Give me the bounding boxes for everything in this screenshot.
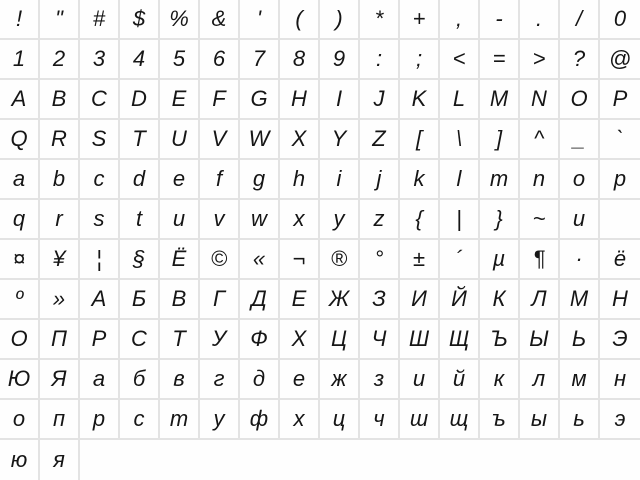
glyph-cell[interactable]: \ xyxy=(440,120,480,160)
glyph-cell[interactable]: 1 xyxy=(0,40,40,80)
glyph-cell[interactable]: % xyxy=(160,0,200,40)
glyph-cell[interactable]: в xyxy=(160,360,200,400)
glyph-cell[interactable]: B xyxy=(40,80,80,120)
glyph-cell[interactable]: u xyxy=(160,200,200,240)
glyph-cell[interactable]: с xyxy=(120,400,160,440)
glyph-cell[interactable]: ц xyxy=(320,400,360,440)
glyph-cell[interactable]: F xyxy=(200,80,240,120)
glyph-cell[interactable]: М xyxy=(560,280,600,320)
glyph-cell[interactable]: ^ xyxy=(520,120,560,160)
glyph-cell[interactable]: 7 xyxy=(240,40,280,80)
glyph-cell[interactable]: В xyxy=(160,280,200,320)
glyph-cell[interactable]: й xyxy=(440,360,480,400)
glyph-cell[interactable]: о xyxy=(0,400,40,440)
glyph-cell[interactable]: т xyxy=(160,400,200,440)
glyph-cell[interactable]: ъ xyxy=(480,400,520,440)
glyph-cell[interactable]: L xyxy=(440,80,480,120)
glyph-cell[interactable]: z xyxy=(360,200,400,240)
glyph-cell[interactable]: Ц xyxy=(320,320,360,360)
glyph-cell[interactable]: к xyxy=(480,360,520,400)
glyph-cell[interactable]: " xyxy=(40,0,80,40)
glyph-cell[interactable]: Q xyxy=(0,120,40,160)
glyph-cell[interactable]: у xyxy=(200,400,240,440)
glyph-cell[interactable]: Ъ xyxy=(480,320,520,360)
glyph-cell[interactable]: P xyxy=(600,80,640,120)
glyph-cell[interactable]: л xyxy=(520,360,560,400)
empty-grid-area xyxy=(80,440,640,480)
glyph-cell[interactable]: g xyxy=(240,160,280,200)
glyph-cell[interactable]: < xyxy=(440,40,480,80)
glyph-cell[interactable]: x xyxy=(280,200,320,240)
glyph-cell[interactable]: Ы xyxy=(520,320,560,360)
empty-glyph-cell xyxy=(600,200,640,240)
glyph-cell[interactable]: Е xyxy=(280,280,320,320)
glyph-cell[interactable]: ® xyxy=(320,240,360,280)
glyph-cell[interactable]: Z xyxy=(360,120,400,160)
glyph-cell[interactable]: 8 xyxy=(280,40,320,80)
glyph-cell[interactable]: N xyxy=(520,80,560,120)
glyph-cell[interactable]: § xyxy=(120,240,160,280)
glyph-cell[interactable]: З xyxy=(360,280,400,320)
glyph-cell[interactable]: R xyxy=(40,120,80,160)
glyph-cell[interactable]: W xyxy=(240,120,280,160)
glyph-cell[interactable]: ф xyxy=(240,400,280,440)
glyph-cell[interactable]: « xyxy=(240,240,280,280)
glyph-cell[interactable]: f xyxy=(200,160,240,200)
glyph-cell[interactable]: д xyxy=(240,360,280,400)
glyph-cell[interactable]: Р xyxy=(80,320,120,360)
glyph-cell[interactable]: s xyxy=(80,200,120,240)
glyph-cell[interactable]: O xyxy=(560,80,600,120)
glyph-cell[interactable]: х xyxy=(280,400,320,440)
glyph-cell[interactable]: Г xyxy=(200,280,240,320)
glyph-cell[interactable]: A xyxy=(0,80,40,120)
glyph-cell[interactable]: П xyxy=(40,320,80,360)
glyph-cell[interactable]: ¥ xyxy=(40,240,80,280)
glyph-cell[interactable]: ¤ xyxy=(0,240,40,280)
glyph-cell[interactable]: Ш xyxy=(400,320,440,360)
glyph-cell[interactable]: К xyxy=(480,280,520,320)
glyph-cell[interactable]: ] xyxy=(480,120,520,160)
glyph-cell[interactable]: Н xyxy=(600,280,640,320)
glyph-cell[interactable]: 9 xyxy=(320,40,360,80)
glyph-cell[interactable]: Б xyxy=(120,280,160,320)
glyph-cell[interactable]: з xyxy=(360,360,400,400)
glyph-cell[interactable]: Э xyxy=(600,320,640,360)
glyph-cell[interactable]: я xyxy=(40,440,80,480)
glyph-cell[interactable]: n xyxy=(520,160,560,200)
glyph-cell[interactable]: M xyxy=(480,80,520,120)
glyph-cell[interactable]: l xyxy=(440,160,480,200)
glyph-cell[interactable]: { xyxy=(400,200,440,240)
glyph-cell[interactable]: , xyxy=(440,0,480,40)
glyph-cell[interactable]: | xyxy=(440,200,480,240)
glyph-cell[interactable]: V xyxy=(200,120,240,160)
glyph-cell[interactable]: м xyxy=(560,360,600,400)
glyph-cell[interactable]: H xyxy=(280,80,320,120)
glyph-cell[interactable]: б xyxy=(120,360,160,400)
glyph-cell[interactable]: Ч xyxy=(360,320,400,360)
glyph-cell[interactable]: Y xyxy=(320,120,360,160)
glyph-cell[interactable]: ¬ xyxy=(280,240,320,280)
glyph-cell[interactable]: / xyxy=(560,0,600,40)
glyph-cell[interactable]: $ xyxy=(120,0,160,40)
glyph-cell[interactable]: i xyxy=(320,160,360,200)
glyph-cell[interactable]: º xyxy=(0,280,40,320)
glyph-cell[interactable]: - xyxy=(480,0,520,40)
glyph-cell[interactable]: e xyxy=(160,160,200,200)
glyph-cell[interactable]: h xyxy=(280,160,320,200)
glyph-cell[interactable]: Щ xyxy=(440,320,480,360)
glyph-cell[interactable]: d xyxy=(120,160,160,200)
glyph-cell[interactable]: U xyxy=(160,120,200,160)
glyph-cell[interactable]: ш xyxy=(400,400,440,440)
glyph-cell[interactable]: o xyxy=(560,160,600,200)
glyph-cell[interactable]: D xyxy=(120,80,160,120)
glyph-cell[interactable]: Ю xyxy=(0,360,40,400)
glyph-cell[interactable]: S xyxy=(80,120,120,160)
glyph-cell[interactable]: ` xyxy=(600,120,640,160)
glyph-cell[interactable]: @ xyxy=(600,40,640,80)
glyph-cell[interactable]: p xyxy=(600,160,640,200)
glyph-cell[interactable]: е xyxy=(280,360,320,400)
glyph-cell[interactable]: 0 xyxy=(600,0,640,40)
glyph-cell[interactable]: ° xyxy=(360,240,400,280)
glyph-cell[interactable]: И xyxy=(400,280,440,320)
glyph-cell[interactable]: X xyxy=(280,120,320,160)
glyph-cell[interactable]: ы xyxy=(520,400,560,440)
glyph-cell[interactable]: r xyxy=(40,200,80,240)
glyph-cell[interactable]: v xyxy=(200,200,240,240)
glyph-cell[interactable]: K xyxy=(400,80,440,120)
glyph-cell[interactable]: ( xyxy=(280,0,320,40)
glyph-cell[interactable]: ¶ xyxy=(520,240,560,280)
glyph-cell[interactable]: » xyxy=(40,280,80,320)
glyph-cell[interactable]: У xyxy=(200,320,240,360)
glyph-cell[interactable]: г xyxy=(200,360,240,400)
glyph-cell[interactable]: Й xyxy=(440,280,480,320)
glyph-cell[interactable]: а xyxy=(80,360,120,400)
glyph-cell[interactable]: C xyxy=(80,80,120,120)
glyph-cell[interactable]: ё xyxy=(600,240,640,280)
glyph-cell[interactable]: w xyxy=(240,200,280,240)
glyph-cell[interactable]: Х xyxy=(280,320,320,360)
glyph-cell[interactable]: Т xyxy=(160,320,200,360)
glyph-cell[interactable]: = xyxy=(480,40,520,80)
glyph-cell[interactable]: р xyxy=(80,400,120,440)
glyph-cell[interactable]: > xyxy=(520,40,560,80)
glyph-cell[interactable]: ! xyxy=(0,0,40,40)
glyph-cell[interactable]: 3 xyxy=(80,40,120,80)
glyph-cell[interactable]: ± xyxy=(400,240,440,280)
glyph-cell[interactable]: # xyxy=(80,0,120,40)
glyph-cell[interactable]: 5 xyxy=(160,40,200,80)
glyph-cell[interactable]: 4 xyxy=(120,40,160,80)
glyph-cell[interactable]: © xyxy=(200,240,240,280)
glyph-cell[interactable]: и xyxy=(400,360,440,400)
glyph-cell[interactable]: · xyxy=(560,240,600,280)
glyph-cell[interactable]: T xyxy=(120,120,160,160)
glyph-cell[interactable]: Я xyxy=(40,360,80,400)
glyph-cell[interactable]: ж xyxy=(320,360,360,400)
glyph-cell[interactable]: [ xyxy=(400,120,440,160)
glyph-cell[interactable]: k xyxy=(400,160,440,200)
glyph-cell[interactable]: 2 xyxy=(40,40,80,80)
glyph-cell[interactable]: J xyxy=(360,80,400,120)
glyph-cell[interactable]: t xyxy=(120,200,160,240)
glyph-cell[interactable]: ч xyxy=(360,400,400,440)
glyph-cell[interactable]: b xyxy=(40,160,80,200)
glyph-cell[interactable]: ¦ xyxy=(80,240,120,280)
glyph-cell[interactable]: п xyxy=(40,400,80,440)
glyph-cell[interactable]: э xyxy=(600,400,640,440)
glyph-cell[interactable]: a xyxy=(0,160,40,200)
glyph-cell[interactable]: ' xyxy=(240,0,280,40)
glyph-cell[interactable]: y xyxy=(320,200,360,240)
glyph-cell[interactable]: + xyxy=(400,0,440,40)
glyph-cell[interactable]: А xyxy=(80,280,120,320)
glyph-cell[interactable]: ю xyxy=(0,440,40,480)
glyph-cell[interactable]: щ xyxy=(440,400,480,440)
glyph-cell[interactable]: ? xyxy=(560,40,600,80)
glyph-cell[interactable]: Ж xyxy=(320,280,360,320)
glyph-cell[interactable]: Д xyxy=(240,280,280,320)
glyph-cell[interactable]: ; xyxy=(400,40,440,80)
glyph-cell[interactable]: j xyxy=(360,160,400,200)
glyph-cell[interactable]: и xyxy=(560,200,600,240)
glyph-cell[interactable]: & xyxy=(200,0,240,40)
glyph-cell[interactable]: С xyxy=(120,320,160,360)
glyph-cell[interactable]: : xyxy=(360,40,400,80)
glyph-cell[interactable]: ~ xyxy=(520,200,560,240)
glyph-cell[interactable]: Л xyxy=(520,280,560,320)
glyph-cell[interactable]: Ь xyxy=(560,320,600,360)
glyph-cell[interactable]: 6 xyxy=(200,40,240,80)
glyph-cell[interactable]: G xyxy=(240,80,280,120)
glyph-cell[interactable]: Ф xyxy=(240,320,280,360)
glyph-cell[interactable]: н xyxy=(600,360,640,400)
glyph-cell[interactable]: Ё xyxy=(160,240,200,280)
glyph-cell[interactable]: c xyxy=(80,160,120,200)
glyph-cell[interactable]: µ xyxy=(480,240,520,280)
glyph-cell[interactable]: E xyxy=(160,80,200,120)
glyph-cell[interactable]: q xyxy=(0,200,40,240)
glyph-cell[interactable]: * xyxy=(360,0,400,40)
glyph-cell[interactable]: m xyxy=(480,160,520,200)
glyph-cell[interactable]: ь xyxy=(560,400,600,440)
glyph-cell[interactable]: О xyxy=(0,320,40,360)
glyph-cell[interactable]: _ xyxy=(560,120,600,160)
glyph-cell[interactable]: ´ xyxy=(440,240,480,280)
glyph-cell[interactable]: . xyxy=(520,0,560,40)
glyph-cell[interactable]: } xyxy=(480,200,520,240)
glyph-cell[interactable]: I xyxy=(320,80,360,120)
glyph-cell[interactable]: ) xyxy=(320,0,360,40)
